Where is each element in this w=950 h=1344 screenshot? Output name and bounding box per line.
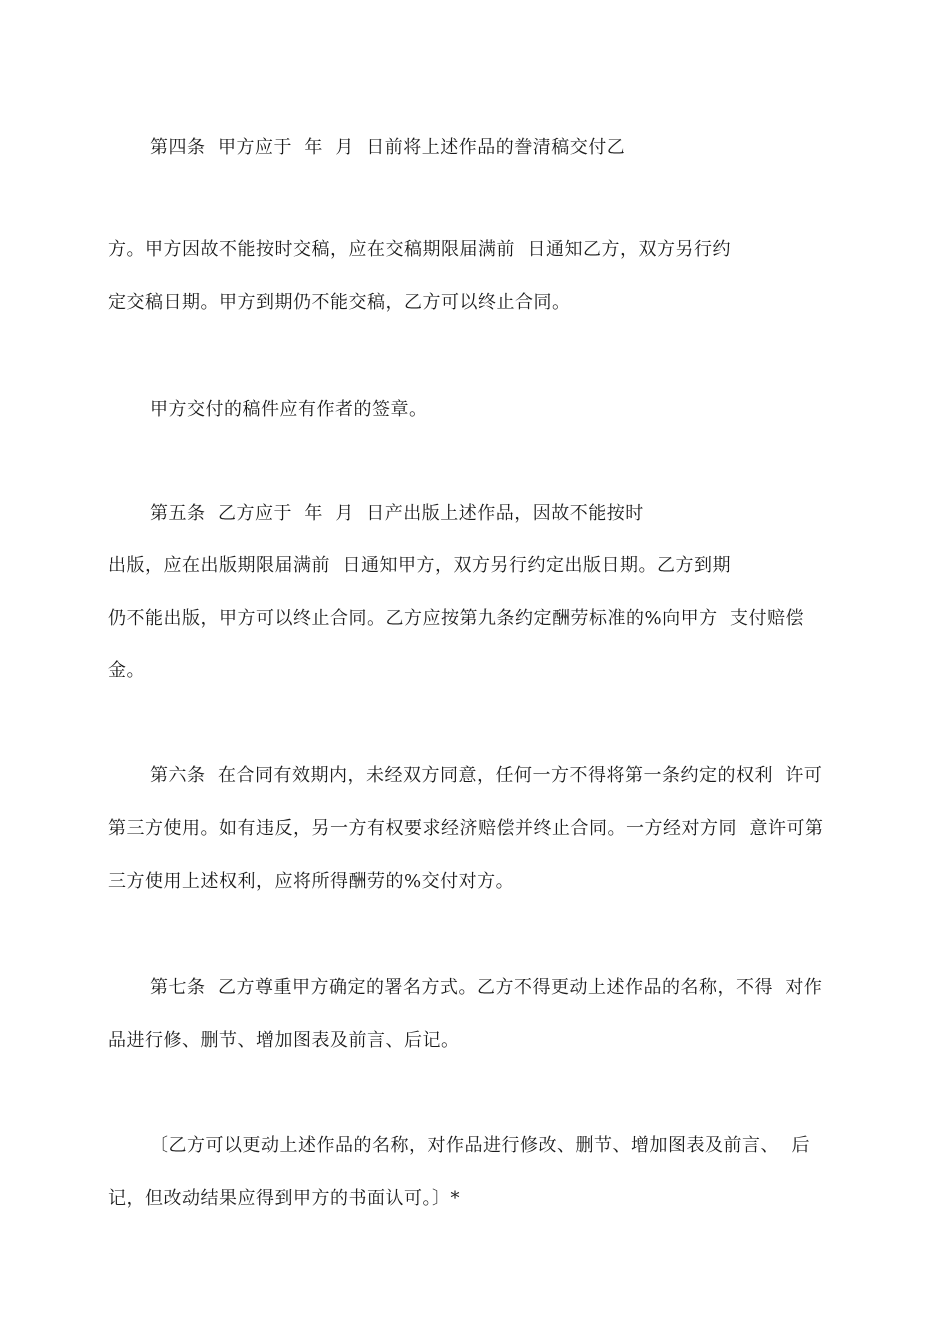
article-5-line-2: 出版，应在出版期限届满前 日通知甲方，双方另行约定出版日期。乙方到期 [108,555,731,576]
article-6-line-3: 三方使用上述权利，应将所得酬劳的%交付对方。 [108,871,515,892]
article-5-line-1: 第五条 乙方应于 年 月 日产出版上述作品，因故不能按时 [150,503,644,524]
article-4-line-1: 第四条 甲方应于 年 月 日前将上述作品的誊清稿交付乙 [150,137,626,158]
article-5-line-3: 仍不能出版，甲方可以终止合同。乙方应按第九条约定酬劳标准的%向甲方 支付赔偿 [108,608,805,629]
article-6-line-2: 第三方使用。如有违反，另一方有权要求经济赔偿并终止合同。一方经对方同 意许可第 [108,818,824,839]
article-4-signature-note: 甲方交付的稿件应有作者的签章。 [150,399,428,420]
article-7-line-2: 品进行修、删节、增加图表及前言、后记。 [108,1030,460,1051]
article-7-alt-line-1: 〔乙方可以更动上述作品的名称，对作品进行修改、删节、增加图表及前言、 后 [150,1135,810,1156]
article-7-line-1: 第七条 乙方尊重甲方确定的署名方式。乙方不得更动上述作品的名称，不得 对作 [150,977,823,998]
article-4-line-2: 方。甲方因故不能按时交稿，应在交稿期限届满前 日通知乙方，双方另行约 [108,239,731,260]
article-4-line-3: 定交稿日期。甲方到期仍不能交稿，乙方可以终止合同。 [108,292,571,313]
article-7-alt-line-2: 记，但改动结果应得到甲方的书面认可。〕* [108,1188,460,1209]
article-5-line-4: 金。 [108,660,145,681]
article-6-line-1: 第六条 在合同有效期内，未经双方同意，任何一方不得将第一条约定的权利 许可 [150,765,823,786]
